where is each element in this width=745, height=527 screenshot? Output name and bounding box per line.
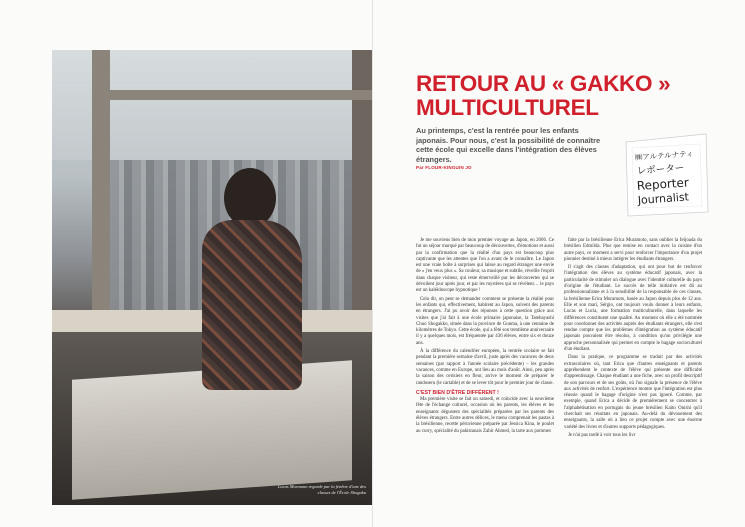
badge-mid-text: レポーター <box>636 162 685 178</box>
page-spine <box>372 0 373 527</box>
photo-caption: Lucas Murmann regarde par la fenêtre d'une des classes de l'École Shogaku <box>277 484 366 495</box>
badge-sub-text: Journalist <box>637 190 690 207</box>
paragraph: Ma première visite se fait un samedi, et coïncide avec la neuvième fête de l'échange culturel, occasion où les parents, les élèves et les enseignants dégustent des spécialités préparées par les parents des élèves étrangers. Entre autres délices, le menu comprenait les pastas à la brésilienne, recette péruvienne préparée par Jessica Kina, le poulet au curry, spécialité du pakistanais Zahir Ahmed, la tarte aux pommes <box>416 397 554 434</box>
badge-main-text: Reporter <box>636 175 690 194</box>
article-photo <box>52 50 372 505</box>
article-column-2 <box>564 238 702 441</box>
article-title-line2: MULTICULTUREL <box>416 95 599 120</box>
article-byline: Par FLOUR-KINGUIN JO <box>416 165 472 170</box>
reporter-badge <box>620 128 712 220</box>
paragraph: À la différence du calendrier européen, la rentrée scolaire se fait pendant la première semaine d'avril, juste après des vacances de deux semaines (par rapport à l'année scolaire précédente) – les grandes vacances, comme en Europe, ont lieu au mois d'août. Ainsi, peu après la saison des cerisiers en fleur, arrive le moment de préparer le randoseru (le cartable) et de se lever tôt pour le premier jour de classe. <box>416 349 554 386</box>
badge-top-text: ㈱アルテルナティ <box>634 149 694 163</box>
paragraph: Je n'ai pas tardé à voir tous les livr <box>568 432 636 438</box>
paragraph: Dans la pratique, ce programme se traduit par des activités extrascolaires où, tant Erica que d'autres enseignants et parents appréhendent le contexte de l'élève qui présente une difficulté d'apprentissage. Chaque étudiant a une fiche, avec un profil descriptif de son parcours et de ses goûts, où l'on signale la présence de l'élève aux activités de renfort. L'expérience montre que l'intégration est plus réussie quand le bagage d'origine n'est pas ignoré. Comme, par exemple, quand Erica a décidé de premièrement se concentrer à l'alphabétisation en portugais du jeune brésilien Kaito Onishi qu'il cherchait ses résultats en japonais. Au-delà du dévouement des enseignants, la salle où a lieu ce projet compte avec une énorme variété des livres et d'autres supports pédagogiques. <box>564 355 702 430</box>
article-lede: Au printemps, c'est la rentrée pour les enfants japonais. Pour nous, c'est la possibilité de connaître cette école qui excelle dans l'intégration des élèves étrangers. <box>416 126 601 164</box>
section-heading: C'EST BIEN D'ÊTRE DIFFÉRENT ! <box>416 389 499 396</box>
article-column-1 <box>416 238 554 437</box>
paragraph: Il s'agit des classes d'adaptation, qui ont pour but de renforcer l'intégration des élèves au système éducatif japonais, avec la particularité de stimuler un dialogue avec l'identité culturelle du pays d'origine de l'étudiant. Le succès de telle initiative est dû au professionnalisme et à la sensibilité de la responsable de ces classes, la brésilienne Erica Muramoto, basée au Japon depuis plus de 12 ans. Elle et son mari, Sérgio, ont toujours voulu donner à leurs enfants, Lucas et Lucia, une formation multiculturelle, dans laquelle les différences constituent une qualité. Au moment où elle a été nommée pour coordonner des activités auprès des étudiants étrangers, elle s'est rendue compte que les problèmes d'intégration au système éducatif japonais pouvaient être résolus, à condition qu'on privilégie une approche personnalisée qui permet en compte le bagage socioculturel d'un étudiant. <box>564 265 702 353</box>
article-title <box>416 72 716 120</box>
paragraph: Je me souviens bien de mon premier voyage au Japon, en 2006. Ce fut un séjour marqué par beaucoup de découvertes, d'émotions et aussi par la confirmation que la réalité d'un pays est beaucoup plus captivante que les attentes que l'on a avant de le connaître. Le Japon est une vraie boîte à surprises qui laisse au regard étranger une envie de « j'en veux plus ». Sa couleur, sa musique et subtile, réveille l'esprit dans chaque visiteur, qui reste émerveillé par les découvertes qui se dévoilent jour après jour, et par les mystères qui se révèlent… le pays est un kaléidoscope hypnotique ! <box>416 238 554 294</box>
paragraph: faite par la brésilienne Erica Muramoto, sans oublier la feijoada du brésilien Edmilda. Plus que remise en contact avec la cuisine d'un autre pays, ce moment a servi pour renforcer l'importance d'un projet pionnier destiné à mieux intégrer les étudiants étrangers. <box>564 238 702 262</box>
paragraph: Cela dit, on peut se demander comment se présente la réalité pour les enfants qui, effectivement, habitent au Japon, suivent des parents en étrangers. J'ai pu avoir des réponses à cette question grâce aux visites que j'ai fait à une école primaire japonaise, la Tatebayashi Chuo Shogakko, située dans la province de Gunma, à une centaine de kilomètres de Tokyo. Cette école, qui a fêté son trentième anniversaire il y a quelques mois, est fréquentée par 436 élèves, entre six et douze ans. <box>416 296 554 346</box>
article-title-line1: RETOUR AU « GAKKO » <box>416 71 671 96</box>
